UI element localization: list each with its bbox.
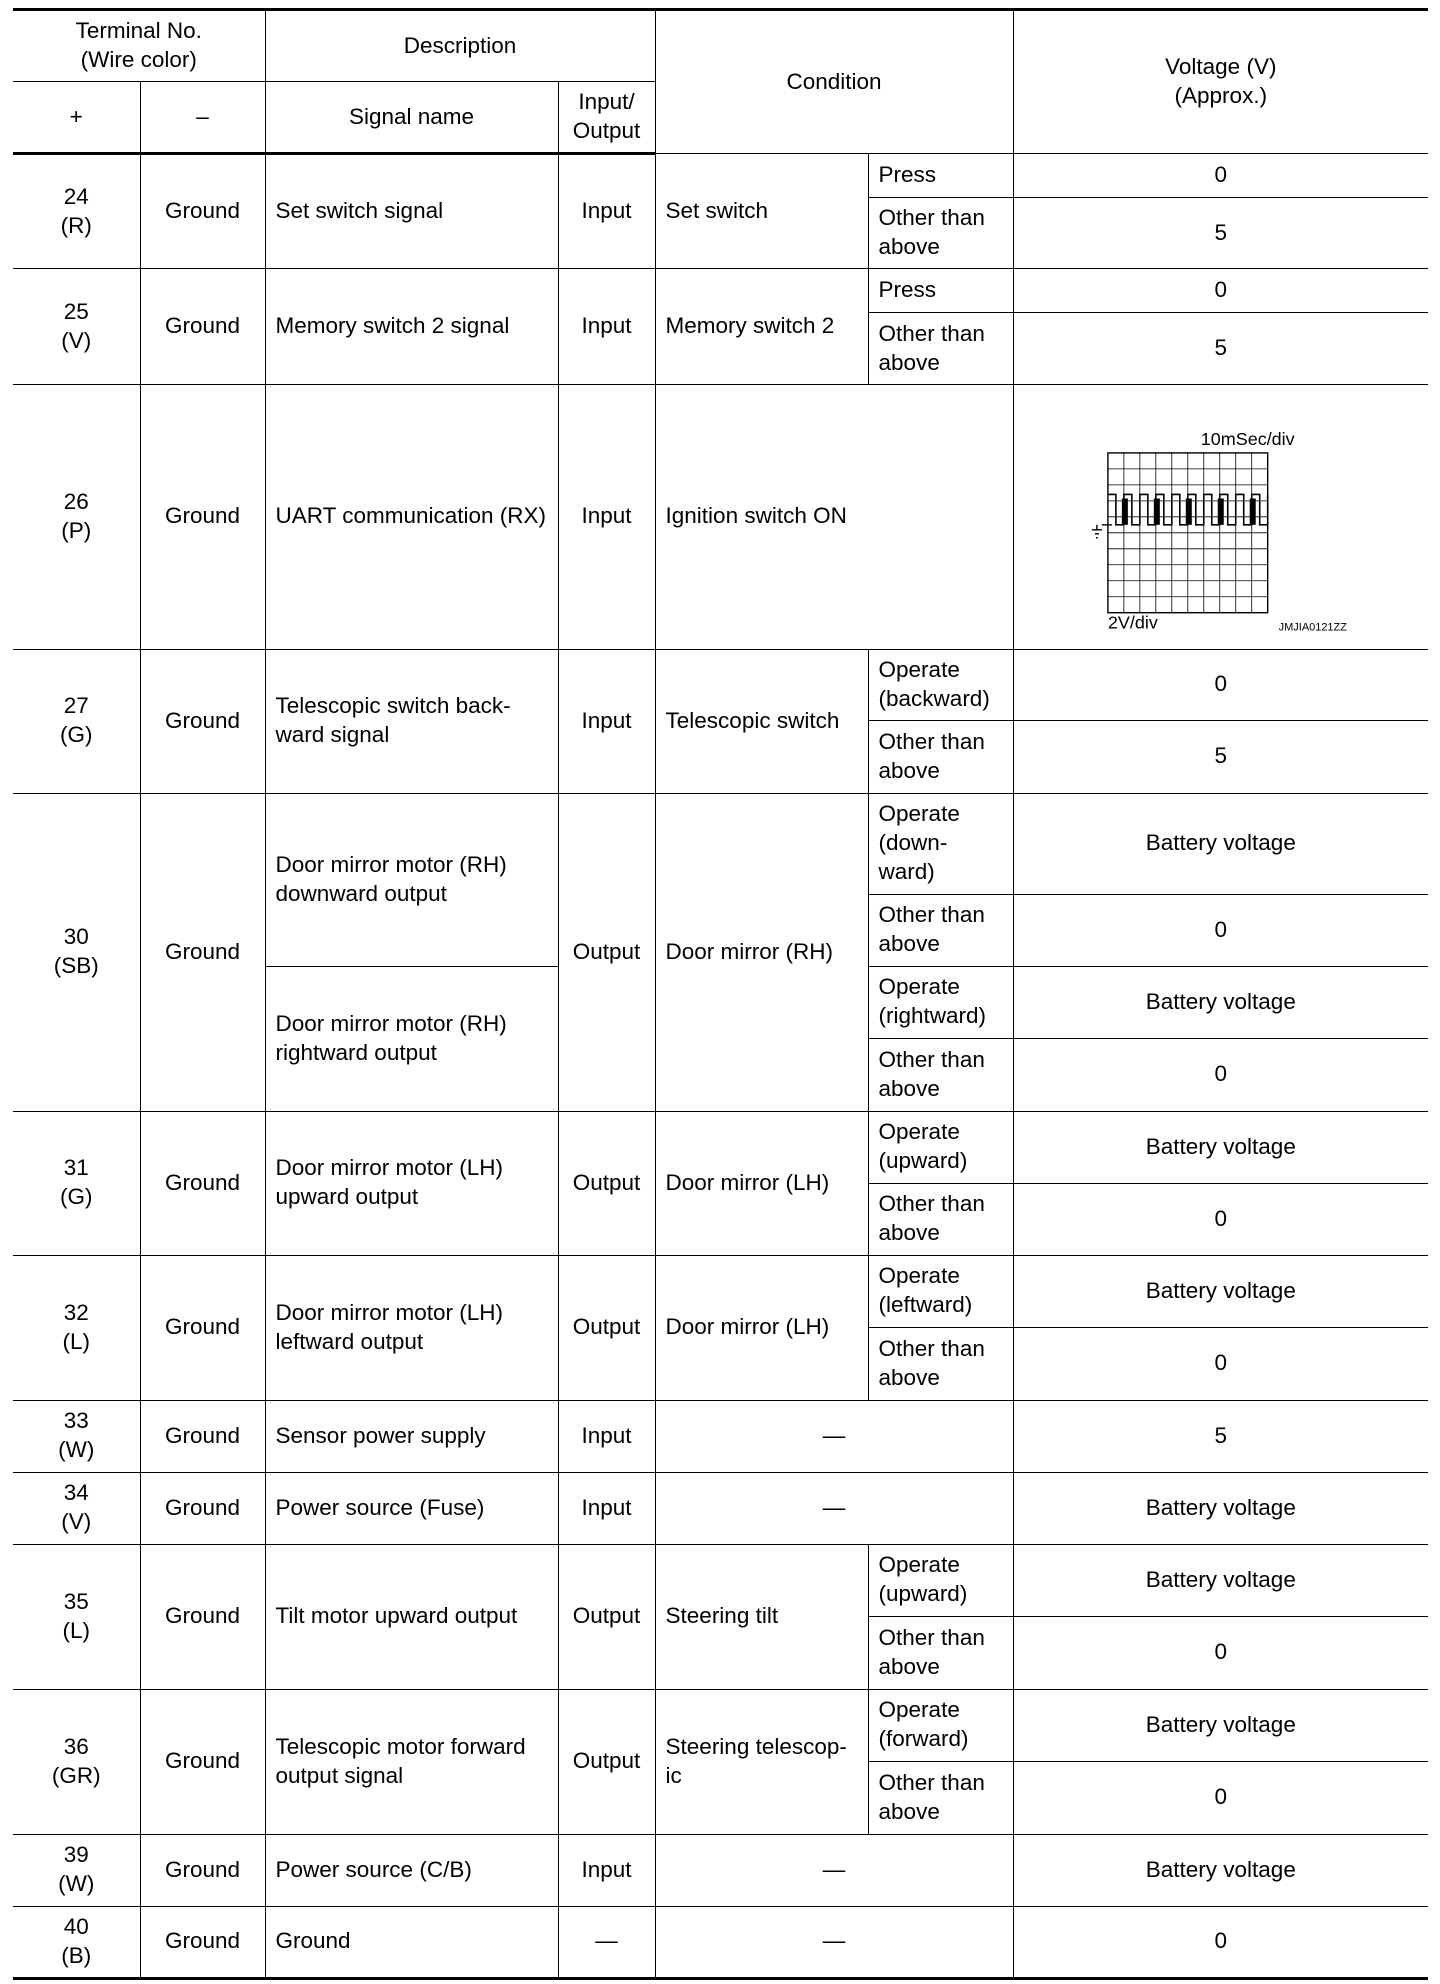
voltage-value: Battery voltage — [1013, 1255, 1428, 1327]
sub-condition: Other than above — [868, 1616, 1013, 1689]
terminal-number: 26 (P) — [13, 385, 140, 650]
condition: — — [655, 1472, 1013, 1544]
header-condition: Condition — [655, 10, 1013, 154]
voltage-value: Battery voltage — [1013, 1834, 1428, 1906]
waveform-cell — [1013, 385, 1428, 650]
condition: Ignition switch ON — [655, 385, 1013, 650]
signal-name: Telescopic motor forward output signal — [265, 1689, 558, 1834]
ground-terminal: Ground — [140, 793, 265, 1111]
header-minus: – — [140, 82, 265, 154]
voltage-value: 0 — [1013, 894, 1428, 966]
sub-condition: Other than above — [868, 1183, 1013, 1255]
waveform-chart — [1014, 385, 1429, 649]
table-row — [13, 1255, 1428, 1327]
table-row — [13, 269, 1428, 313]
condition: Telescopic switch — [655, 649, 868, 793]
terminal-number: 30 (SB) — [13, 793, 140, 1111]
waveform-time-div-label: 10mSec/div — [1200, 428, 1295, 449]
table-row — [13, 154, 1428, 198]
voltage-value: 5 — [1013, 1400, 1428, 1472]
sub-condition: Other than above — [868, 1761, 1013, 1834]
sub-condition: Other than above — [868, 1327, 1013, 1400]
voltage-value: 5 — [1013, 313, 1428, 385]
terminal-number: 32 (L) — [13, 1255, 140, 1400]
signal-name: Power source (Fuse) — [265, 1472, 558, 1544]
ground-terminal: Ground — [140, 385, 265, 650]
sub-condition: Operate (leftward) — [868, 1255, 1013, 1327]
waveform-burst — [1217, 498, 1223, 524]
input-output: Output — [558, 1111, 655, 1255]
ground-terminal: Ground — [140, 1111, 265, 1255]
condition: Door mirror (RH) — [655, 793, 868, 1111]
waveform-burst — [1249, 498, 1255, 524]
voltage-value: 0 — [1013, 154, 1428, 198]
table-row — [13, 793, 1428, 894]
voltage-value: Battery voltage — [1013, 1544, 1428, 1616]
table-row — [13, 385, 1428, 650]
input-output: Input — [558, 1400, 655, 1472]
terminal-number: 35 (L) — [13, 1544, 140, 1689]
waveform-grid — [1107, 453, 1267, 613]
header-terminal: Terminal No. (Wire color) — [13, 10, 265, 82]
ground-terminal: Ground — [140, 649, 265, 793]
header-row-1 — [13, 10, 1428, 82]
waveform-burst — [1153, 498, 1159, 524]
input-output: Output — [558, 1544, 655, 1689]
voltage-value: Battery voltage — [1013, 1472, 1428, 1544]
voltage-value: 0 — [1013, 1183, 1428, 1255]
terminal-number: 24 (R) — [13, 154, 140, 269]
header-plus: + — [13, 82, 140, 154]
table-row — [13, 1111, 1428, 1183]
input-output: Output — [558, 793, 655, 1111]
signal-name: Telescopic switch back-ward signal — [265, 649, 558, 793]
signal-name: Tilt motor upward output — [265, 1544, 558, 1689]
terminal-number: 34 (V) — [13, 1472, 140, 1544]
signal-name: Sensor power supply — [265, 1400, 558, 1472]
sub-condition: Other than above — [868, 894, 1013, 966]
input-output: Input — [558, 154, 655, 269]
condition: Door mirror (LH) — [655, 1111, 868, 1255]
sub-condition: Operate (rightward) — [868, 966, 1013, 1038]
waveform-volt-div-label: 2V/div — [1107, 612, 1158, 633]
voltage-value: 0 — [1013, 649, 1428, 720]
condition: Set switch — [655, 154, 868, 269]
voltage-value: 0 — [1013, 1038, 1428, 1111]
sub-condition: Press — [868, 154, 1013, 198]
condition: — — [655, 1834, 1013, 1906]
ground-terminal: Ground — [140, 1472, 265, 1544]
waveform-burst — [1121, 498, 1127, 524]
voltage-value: 0 — [1013, 269, 1428, 313]
signal-name: Door mirror motor (RH) downward output — [265, 793, 558, 966]
terminal-number: 36 (GR) — [13, 1689, 140, 1834]
table-row — [13, 1400, 1428, 1472]
sub-condition: Other than above — [868, 313, 1013, 385]
ground-terminal: Ground — [140, 154, 265, 269]
condition: Memory switch 2 — [655, 269, 868, 385]
signal-name: Ground — [265, 1906, 558, 1978]
terminal-number: 39 (W) — [13, 1834, 140, 1906]
input-output: Output — [558, 1255, 655, 1400]
condition: — — [655, 1400, 1013, 1472]
condition: Steering tilt — [655, 1544, 868, 1689]
voltage-value: 0 — [1013, 1327, 1428, 1400]
ground-terminal: Ground — [140, 1906, 265, 1978]
voltage-value: Battery voltage — [1013, 1689, 1428, 1761]
input-output: — — [558, 1906, 655, 1978]
voltage-value: 5 — [1013, 720, 1428, 793]
sub-condition: Press — [868, 269, 1013, 313]
terminal-number: 31 (G) — [13, 1111, 140, 1255]
signal-name: UART communication (RX) — [265, 385, 558, 650]
ground-terminal: Ground — [140, 1400, 265, 1472]
input-output: Input — [558, 649, 655, 793]
table-row — [13, 1472, 1428, 1544]
terminal-number: 27 (G) — [13, 649, 140, 793]
ground-terminal: Ground — [140, 1544, 265, 1689]
table-row — [13, 1834, 1428, 1906]
condition: — — [655, 1906, 1013, 1978]
voltage-value: 0 — [1013, 1761, 1428, 1834]
ground-terminal: Ground — [140, 269, 265, 385]
voltage-value: 0 — [1013, 1906, 1428, 1978]
terminal-number: 25 (V) — [13, 269, 140, 385]
voltage-value: Battery voltage — [1013, 966, 1428, 1038]
table-row — [13, 1906, 1428, 1978]
signal-name: Door mirror motor (RH) rightward output — [265, 966, 558, 1111]
voltage-value: 0 — [1013, 1616, 1428, 1689]
header-input-output: Input/ Output — [558, 82, 655, 154]
signal-name: Power source (C/B) — [265, 1834, 558, 1906]
voltage-value: Battery voltage — [1013, 793, 1428, 894]
sub-condition: Operate (upward) — [868, 1111, 1013, 1183]
table-row — [13, 649, 1428, 720]
table-row — [13, 1689, 1428, 1761]
input-output: Input — [558, 1834, 655, 1906]
ground-terminal: Ground — [140, 1255, 265, 1400]
header-voltage: Voltage (V) (Approx.) — [1013, 10, 1428, 154]
sub-condition: Other than above — [868, 720, 1013, 793]
figure-code: JMJIA0121ZZ — [1278, 621, 1347, 634]
voltage-value: Battery voltage — [1013, 1111, 1428, 1183]
table-row — [13, 1544, 1428, 1616]
signal-name: Door mirror motor (LH) upward output — [265, 1111, 558, 1255]
terminal-spec-table — [13, 8, 1428, 1980]
sub-condition: Other than above — [868, 1038, 1013, 1111]
sub-condition: Operate (down-ward) — [868, 793, 1013, 894]
terminal-number: 40 (B) — [13, 1906, 140, 1978]
ground-terminal: Ground — [140, 1689, 265, 1834]
header-description: Description — [265, 10, 655, 82]
signal-name: Set switch signal — [265, 154, 558, 269]
signal-name: Door mirror motor (LH) leftward output — [265, 1255, 558, 1400]
signal-name: Memory switch 2 signal — [265, 269, 558, 385]
voltage-value: 5 — [1013, 198, 1428, 269]
terminal-number: 33 (W) — [13, 1400, 140, 1472]
sub-condition: Other than above — [868, 198, 1013, 269]
waveform-burst — [1185, 498, 1191, 524]
sub-condition: Operate (upward) — [868, 1544, 1013, 1616]
input-output: Input — [558, 385, 655, 650]
ground-symbol-icon — [1091, 525, 1111, 538]
input-output: Input — [558, 269, 655, 385]
ground-terminal: Ground — [140, 1834, 265, 1906]
condition: Steering telescop-ic — [655, 1689, 868, 1834]
sub-condition: Operate (backward) — [868, 649, 1013, 720]
header-signal-name: Signal name — [265, 82, 558, 154]
input-output: Output — [558, 1689, 655, 1834]
sub-condition: Operate (forward) — [868, 1689, 1013, 1761]
input-output: Input — [558, 1472, 655, 1544]
condition: Door mirror (LH) — [655, 1255, 868, 1400]
